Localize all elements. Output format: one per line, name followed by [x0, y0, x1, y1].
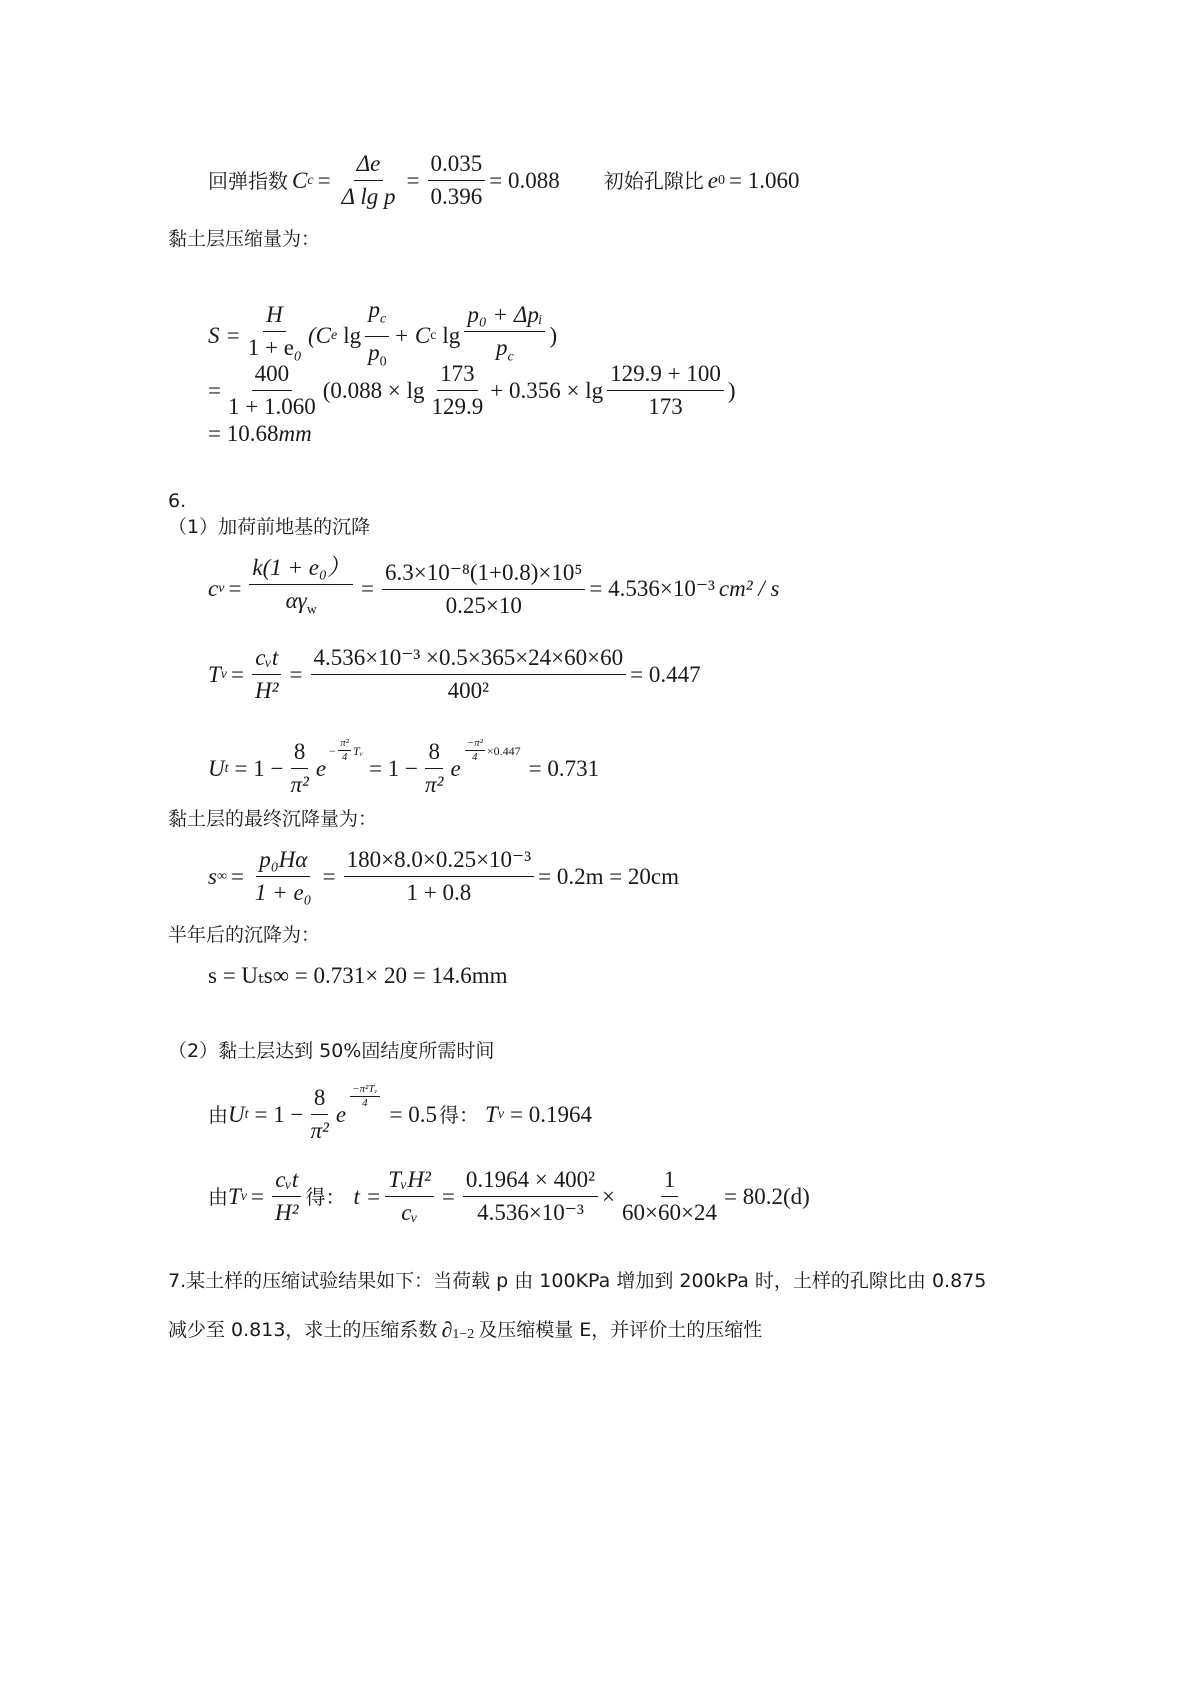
q1-e: e	[335, 1101, 347, 1127]
ut-exp1-num: π²	[340, 737, 350, 749]
h-den: 1 + e	[247, 334, 294, 360]
l2-close: )	[727, 377, 736, 403]
s-lhs: S =	[208, 323, 241, 349]
ut-8-fraction	[287, 738, 311, 799]
cv: c	[208, 576, 219, 602]
q2-tv-sub: v	[240, 1188, 248, 1204]
ut-exponent-1: − $\frac{\text{π²}}{4}$ Tᵥ	[328, 737, 364, 763]
s-result: = 10.68	[208, 421, 279, 446]
ut-exp1-den: 4	[341, 751, 348, 763]
cv-sub: v	[218, 581, 225, 597]
sinf-fraction	[252, 846, 315, 907]
lg-2: lg	[442, 323, 461, 349]
tv-result: = 0.447	[630, 661, 701, 687]
question-7-line1: 7.某土样的压缩试验结果如下：当荷载 p 由 100KPa 增加到 200kPa 时，土样的孔隙比由 0.875	[168, 1270, 987, 1292]
ut-pi2: π²	[290, 772, 309, 797]
l2-a: (0.088 × lg	[322, 377, 425, 403]
ut-mid: = 1 −	[369, 755, 419, 781]
p0: p	[368, 339, 380, 365]
ut: U	[208, 755, 225, 781]
400-fraction	[225, 360, 319, 421]
cc-symbol: C	[292, 167, 308, 193]
ut-e: e	[315, 755, 327, 781]
ut-sub: t	[224, 760, 229, 776]
sinf-num2: 180×8.0×0.25×10⁻³	[344, 846, 534, 877]
d1060: 1 + 1.060	[227, 394, 316, 419]
n400: 400	[252, 360, 293, 391]
ut-exp2-tail: ×0.447	[486, 743, 521, 758]
q2-times: ×	[602, 1183, 616, 1209]
pc-sub: c	[379, 311, 387, 327]
sinf: s	[208, 863, 217, 889]
cc-sub2: c	[430, 328, 437, 344]
q2-fraction-2	[385, 1166, 434, 1227]
dp-num: p₀ + Δpᵢ	[464, 301, 545, 332]
q7-line2-a: 减少至 0.813，求土的压缩系数	[168, 1319, 438, 1341]
q1-u-sub: t	[244, 1106, 249, 1122]
cv-value-fraction	[382, 559, 585, 620]
ut-exponent-2	[463, 737, 521, 765]
q2-de: 得：	[305, 1184, 346, 1209]
ut-result: = 0.731	[528, 755, 600, 781]
dp-den-sub: c	[507, 349, 514, 365]
q1-eq: = 0.5	[389, 1101, 438, 1127]
q2-num2: TᵥH²	[385, 1166, 434, 1197]
q1-tv: T	[485, 1101, 498, 1127]
q2-num4: 1	[661, 1166, 679, 1197]
cv-num: k(1 + e₀）	[249, 554, 353, 585]
ut-8: 8	[291, 738, 309, 769]
sinf-value-fraction	[344, 846, 534, 907]
ut-8-fraction-2	[422, 738, 446, 799]
sinf-den2: 1 + 0.8	[406, 880, 472, 905]
e0-value: = 1.060	[728, 167, 800, 193]
l2-b: + 0.356 × lg	[490, 377, 604, 403]
q2-num3: 0.1964 × 400²	[463, 1166, 598, 1197]
delta-e: Δe	[354, 150, 384, 181]
recompression-label: 回弹指数	[208, 168, 288, 193]
tv-equation: T v = $\frac{\text{cᵥt}}{\text{H²}}$ = $\frac{\text{4.536×10⁻³ ×0.5×365×24×60×60}}{\text{400²}}$ = 0.447	[208, 645, 701, 703]
ut-e-b: e	[450, 755, 461, 781]
tv-den: H²	[255, 678, 279, 703]
cv-result: = 4.536×10⁻³	[589, 576, 715, 602]
subsection-1-title: （1）加荷前地基的沉降	[168, 516, 371, 538]
tv: T	[208, 661, 221, 687]
close-paren: )	[549, 323, 558, 349]
sinf-num: p₀Hα	[256, 846, 310, 877]
q7-symbol: ∂	[441, 1317, 453, 1342]
s-unit: mm	[278, 421, 312, 446]
173-fraction	[429, 360, 487, 421]
q2-tv: T	[228, 1183, 241, 1209]
sinf-result: = 0.2m = 20cm	[538, 863, 680, 889]
cc-subscript: c	[307, 172, 314, 188]
q1-8: 8	[311, 1084, 329, 1115]
tv-fraction	[252, 644, 282, 705]
ut-equation	[208, 738, 599, 799]
recompression-index-equation: 回弹指数 C c = $\frac{\Delta e}{\text{Δ lg p}}$ = $\frac{0.035}{0.396}$ = 0.088 初始孔隙比 e 0 = 1.060	[208, 151, 800, 209]
subsection-2-title: （2）黏土层达到 50%固结度所需时间	[168, 1040, 495, 1062]
ut-exp1-tail: Tᵥ	[353, 743, 364, 758]
q2-t: t =	[353, 1183, 382, 1209]
q2-num: cᵥt	[272, 1166, 301, 1197]
h-num: H	[263, 301, 286, 332]
q2-result: = 80.2(d)	[723, 1183, 810, 1209]
settlement-equation-line3	[208, 420, 312, 448]
q2-den3: 4.536×10⁻³	[477, 1200, 584, 1225]
question-7-line2	[168, 1312, 762, 1348]
q2-fraction	[272, 1166, 302, 1227]
q1-u: U	[228, 1101, 245, 1127]
sinf-sub: ∞	[216, 868, 227, 884]
q1-val: = 0.1964	[510, 1101, 593, 1127]
ce-sub: e	[330, 328, 338, 344]
value-fraction	[428, 150, 486, 211]
d173: 173	[648, 394, 683, 419]
ut-8-b: 8	[425, 738, 443, 769]
q1-exp-den: 4	[362, 1097, 368, 1109]
1299-fraction	[607, 360, 724, 421]
e0-label: 初始孔隙比	[603, 168, 704, 193]
q1-de: 得：	[439, 1102, 480, 1127]
h-fraction: $\frac{H}{1 + e_0}$	[247, 301, 301, 365]
q2-fraction-4	[619, 1166, 720, 1227]
cv-den2: 0.25×10	[445, 592, 522, 618]
cv-unit: cm² / s	[718, 576, 780, 602]
q1-you: 由	[208, 1102, 228, 1127]
eq-sign: =	[208, 377, 221, 403]
pc: p	[368, 297, 380, 322]
q2-equation: 由 T v = $\frac{\text{cᵥt}}{\text{H²}}$ 得： t = $\frac{\text{TᵥH²}}{\text{cᵥ}}$ = $\frac{\text{0.1964 × 400²}}{\text{4.536×10⁻³}}$ × $\frac{1}{60\times 60\times 24}$ = 80.2(d)	[208, 1167, 810, 1225]
tv-num2: 4.536×10⁻³ ×0.5×365×24×60×60	[311, 644, 627, 675]
sinf-den: 1 + e₀	[254, 880, 312, 905]
ut-one: = 1 −	[234, 755, 284, 781]
clay-compression-label: 黏土层压缩量为：	[168, 228, 321, 250]
cv-den: αγ	[285, 588, 307, 613]
cv-equation: c v = $\frac{\text{k(1 + e₀）}}{\alpha\gamma_w}$ = $\frac{\text{6.3×10⁻⁸(1+0.8)×10⁵}}{0.25\times 10}$ = 4.536×10⁻³ cm² / s	[208, 554, 779, 625]
tv-den2: 400²	[447, 678, 490, 703]
tv-num: cᵥt	[252, 644, 281, 675]
cv-num2: 6.3×10⁻⁸(1+0.8)×10⁵	[382, 559, 585, 590]
cv-fraction	[249, 554, 353, 625]
final-settlement-label: 黏土层的最终沉降量为：	[168, 808, 378, 830]
ce-open: (C	[307, 323, 331, 349]
ut-pi2-b: π²	[425, 772, 444, 797]
q7-line2-b: 及压缩模量 E，并评价土的压缩性	[478, 1319, 763, 1341]
q1-8-fraction	[307, 1084, 331, 1145]
q2-you: 由	[208, 1184, 228, 1209]
q2-fraction-3	[463, 1166, 598, 1227]
value-den: 0.396	[430, 184, 483, 209]
d1299: 129.9	[431, 394, 484, 419]
dp-den: p	[496, 334, 508, 360]
q2-den: H²	[275, 1200, 299, 1225]
delta-fraction	[339, 150, 399, 211]
half-year-settlement: s = Uₜs∞ = 0.731× 20 = 14.6mm	[208, 963, 508, 988]
p0-sub: 0	[379, 354, 387, 370]
n1299: 129.9 + 100	[607, 360, 724, 391]
ut-exp2-den: 4	[472, 751, 478, 763]
section-6-number: 6.	[168, 490, 187, 512]
tv-value-fraction	[311, 644, 627, 705]
tv-sub: v	[220, 666, 228, 682]
q1-exponent	[348, 1083, 381, 1110]
q1-exp-num: −π²Tᵥ	[352, 1083, 378, 1095]
q2-den2: cᵥ	[401, 1200, 418, 1225]
q1-one: = 1 −	[254, 1101, 304, 1127]
value-num: 0.035	[428, 150, 486, 181]
q7-symbol-sub: 1−2	[452, 1327, 475, 1342]
cv-den-sub: w	[306, 602, 317, 618]
cc-result: = 0.088	[489, 167, 560, 193]
lg-1: lg	[343, 323, 362, 349]
ut-exp2-num: −π²	[466, 737, 483, 749]
half-year-label: 半年后的沉降为：	[168, 924, 321, 946]
n173: 173	[437, 360, 478, 391]
s-infinity-equation: s ∞ = $\frac{\text{p₀Hα}}{\text{1 + e₀}}$ = $\frac{\text{180×8.0×0.25×10⁻³}}{1 + 0.8}$ = 0.2m = 20cm	[208, 847, 680, 905]
settlement-equation-line2	[208, 360, 736, 421]
delta-lgp: Δ lg p	[341, 184, 396, 209]
q2-den4: 60×60×24	[622, 1200, 717, 1225]
q1-tv-sub: v	[497, 1106, 505, 1122]
q1-equation	[208, 1084, 592, 1145]
plus-cc: + C	[393, 323, 431, 349]
q1-pi2: π²	[310, 1118, 329, 1143]
